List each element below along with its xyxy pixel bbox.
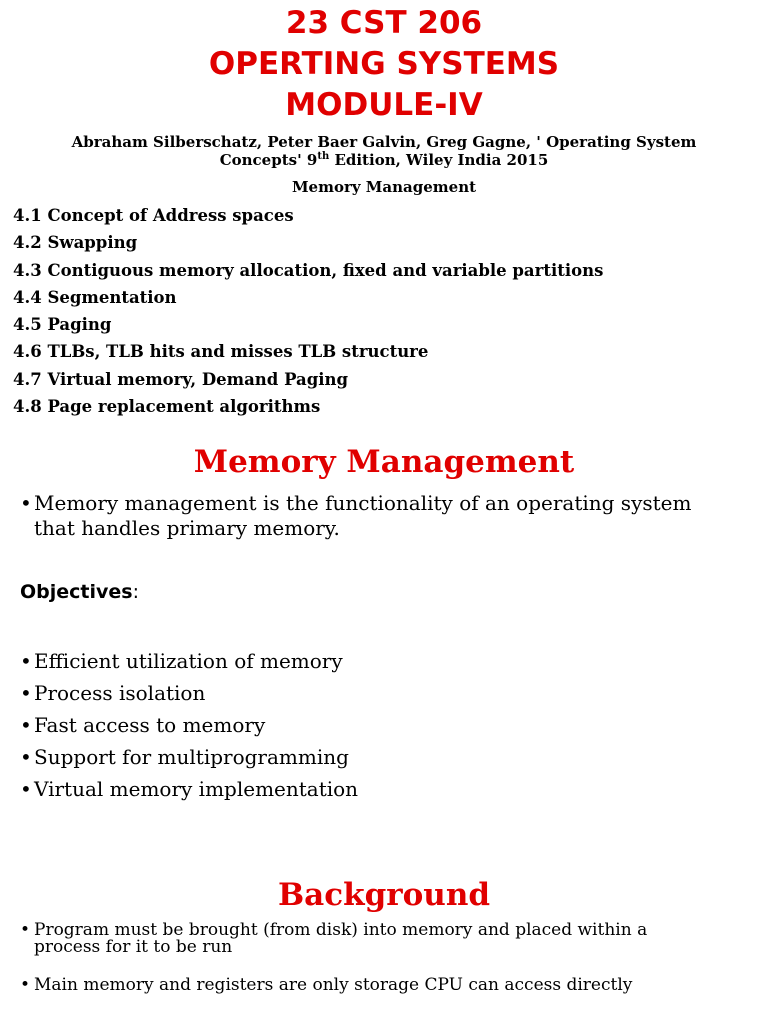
background-item-1 bbox=[20, 922, 755, 956]
bullet-icon: • bbox=[20, 491, 32, 515]
objective-text: Virtual memory implementation bbox=[34, 777, 359, 801]
course-code: 23 CST 206 bbox=[285, 5, 483, 41]
definition-line-2: that handles primary memory. bbox=[34, 516, 340, 540]
toc-item: 4.2 Swapping bbox=[13, 233, 138, 253]
reference-publisher: Edition, Wiley India 2015 bbox=[329, 151, 549, 169]
definition-line-1: Memory management is the functionality of an operating system bbox=[34, 491, 692, 515]
list-item bbox=[20, 741, 358, 773]
toc-item: 4.4 Segmentation bbox=[13, 287, 177, 307]
background-item-2-text: Main memory and registers are only storage CPU can access directly bbox=[34, 975, 633, 995]
background-item-2 bbox=[20, 977, 755, 994]
toc-item: 4.6 TLBs, TLB hits and misses TLB structure bbox=[13, 342, 429, 362]
objective-text: Fast access to memory bbox=[34, 713, 266, 737]
bullet-icon: • bbox=[20, 649, 32, 673]
objectives-label bbox=[20, 580, 139, 604]
module-title: MODULE-IV bbox=[285, 87, 483, 123]
objectives-list bbox=[20, 645, 358, 805]
topic-caption: Memory Management bbox=[291, 178, 477, 196]
list-item bbox=[20, 677, 358, 709]
bullet-icon: • bbox=[20, 745, 32, 769]
memory-management-definition bbox=[20, 491, 755, 541]
toc-item: 4.1 Concept of Address spaces bbox=[13, 206, 294, 225]
bullet-icon: • bbox=[20, 713, 32, 737]
list-item bbox=[20, 773, 358, 805]
reference-edition-sup: th bbox=[317, 151, 330, 162]
background-item-1-line-1: Program must be brought (from disk) into memory and placed within a bbox=[34, 920, 648, 940]
background-item-1-text bbox=[34, 922, 647, 956]
course-title: OPERTING SYSTEMS bbox=[208, 46, 560, 82]
bullet-icon: • bbox=[20, 975, 31, 995]
objective-text: Process isolation bbox=[34, 681, 206, 705]
bullet-icon: • bbox=[20, 681, 32, 705]
bullet-icon: • bbox=[20, 920, 31, 940]
toc-item: 4.8 Page replacement algorithms bbox=[13, 397, 321, 417]
background-item-1-line-2: process for it to be run bbox=[34, 937, 233, 957]
list-item bbox=[20, 645, 358, 677]
reference-line-1: Abraham Silberschatz, Peter Baer Galvin, Greg Gagne, ' Operating System bbox=[71, 133, 697, 151]
objectives-colon: : bbox=[132, 581, 139, 603]
list-item bbox=[20, 709, 358, 741]
memory-management-heading: Memory Management bbox=[193, 444, 575, 480]
toc-item: 4.7 Virtual memory, Demand Paging bbox=[13, 369, 349, 389]
toc-item: 4.3 Contiguous memory allocation, fixed and variable partitions bbox=[13, 260, 604, 280]
background-heading: Background bbox=[277, 877, 491, 913]
objectives-label-text: Objectives bbox=[20, 581, 133, 603]
objective-text: Efficient utilization of memory bbox=[34, 649, 343, 673]
toc-item: 4.5 Paging bbox=[13, 315, 112, 335]
bullet-icon: • bbox=[20, 777, 32, 801]
objective-text: Support for multiprogramming bbox=[34, 745, 349, 769]
reference-book: Concepts' 9 bbox=[219, 151, 318, 169]
table-of-contents bbox=[13, 202, 603, 420]
reference-line-2 bbox=[6, 151, 762, 169]
